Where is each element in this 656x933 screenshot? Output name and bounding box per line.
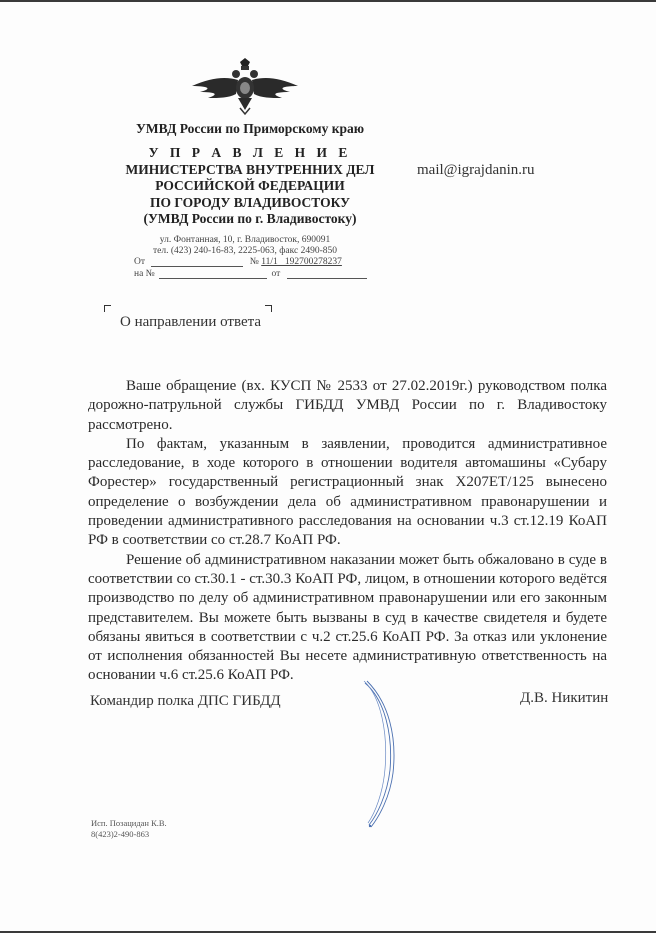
- outgoing-number: 11/1 192700278237: [261, 257, 342, 267]
- address-line: ул. Фонтанная, 10, г. Владивосток, 690091: [159, 235, 331, 245]
- region-name: УМВД России по Приморскому краю: [135, 121, 365, 136]
- department-address: [100, 235, 390, 257]
- signer-name: Д.В. Никитин: [520, 690, 609, 706]
- outgoing-reference: [134, 256, 342, 267]
- letterhead: [100, 120, 400, 228]
- department-line: РОССИЙСКОЙ ФЕДЕРАЦИИ: [155, 178, 345, 193]
- department-name: [100, 145, 400, 228]
- body-paragraph: Ваше обращение (вх. КУСП № 2533 от 27.02.2019г.) руководством полка дорожно-патрульной службы ГИБДД УМВД России по г. Владивостоку рассмотрено.: [88, 378, 607, 433]
- executor-info: [91, 818, 167, 840]
- phone-line: тел. (423) 240-16-83, 2225-063, факс 2490-850: [152, 246, 338, 256]
- subject-bracket-right: [265, 305, 272, 312]
- department-line: ПО ГОРОДУ ВЛАДИВОСТОКУ: [149, 194, 351, 210]
- executor-name: Исп. Позацидан К.В.: [91, 818, 167, 828]
- date-blank-line: [151, 256, 243, 267]
- number-blank-line: [159, 268, 267, 279]
- department-line: МИНИСТЕРСТВА ВНУТРЕННИХ ДЕЛ: [125, 161, 375, 177]
- recipient-email: mail@igrajdanin.ru: [417, 162, 535, 178]
- letter-subject: О направлении ответа: [120, 314, 262, 330]
- number-label: №: [249, 257, 259, 267]
- department-line: У П Р А В Л Е Н И Е: [148, 145, 352, 160]
- double-headed-eagle-icon: [190, 58, 300, 118]
- date-blank-line: [287, 268, 367, 279]
- body-paragraph: По фактам, указанным в заявлении, проводится административное расследование, в ходе которого в отношении водителя автомашины «Субару Форестер» государственный регистрационный знак Х207ЕТ/125 вынесено определение о возбуждении дела об административном правонарушении и проведении административного расследования на основании ч.3 ст.12.19 КоАП РФ в соответствии со ст.28.7 КоАП РФ.: [88, 435, 607, 549]
- body-paragraph: Решение об административном наказании может быть обжаловано в суде в соответствии со ст.30.1 - ст.30.3 КоАП РФ, лицом, в отношении которого ведётся производство по делу об административном правонарушении или его законным представителем. Вы можете быть вызваны в суд в качестве свидетеля и будете обязаны явиться в соответствии с ч.2 ст.25.6 КоАП РФ. За отказ или уклонение от исполнения обязанностей Вы несете административную ответственность на основании ч.6 ст.25.6 КоАП РФ.: [88, 551, 607, 684]
- top-scan-border: [0, 0, 656, 2]
- department-line: (УМВД России по г. Владивостоку): [143, 211, 357, 226]
- handwritten-signature: [355, 675, 405, 835]
- date-label: от: [271, 269, 281, 279]
- from-label: От: [134, 257, 146, 267]
- incoming-reference: [134, 268, 367, 279]
- signer-title: Командир полка ДПС ГИБДД: [90, 693, 281, 709]
- executor-phone: 8(423)2-490-863: [91, 829, 150, 839]
- subject-bracket-left: [104, 305, 111, 312]
- reply-to-label: на №: [134, 269, 155, 279]
- letter-body: [88, 377, 607, 686]
